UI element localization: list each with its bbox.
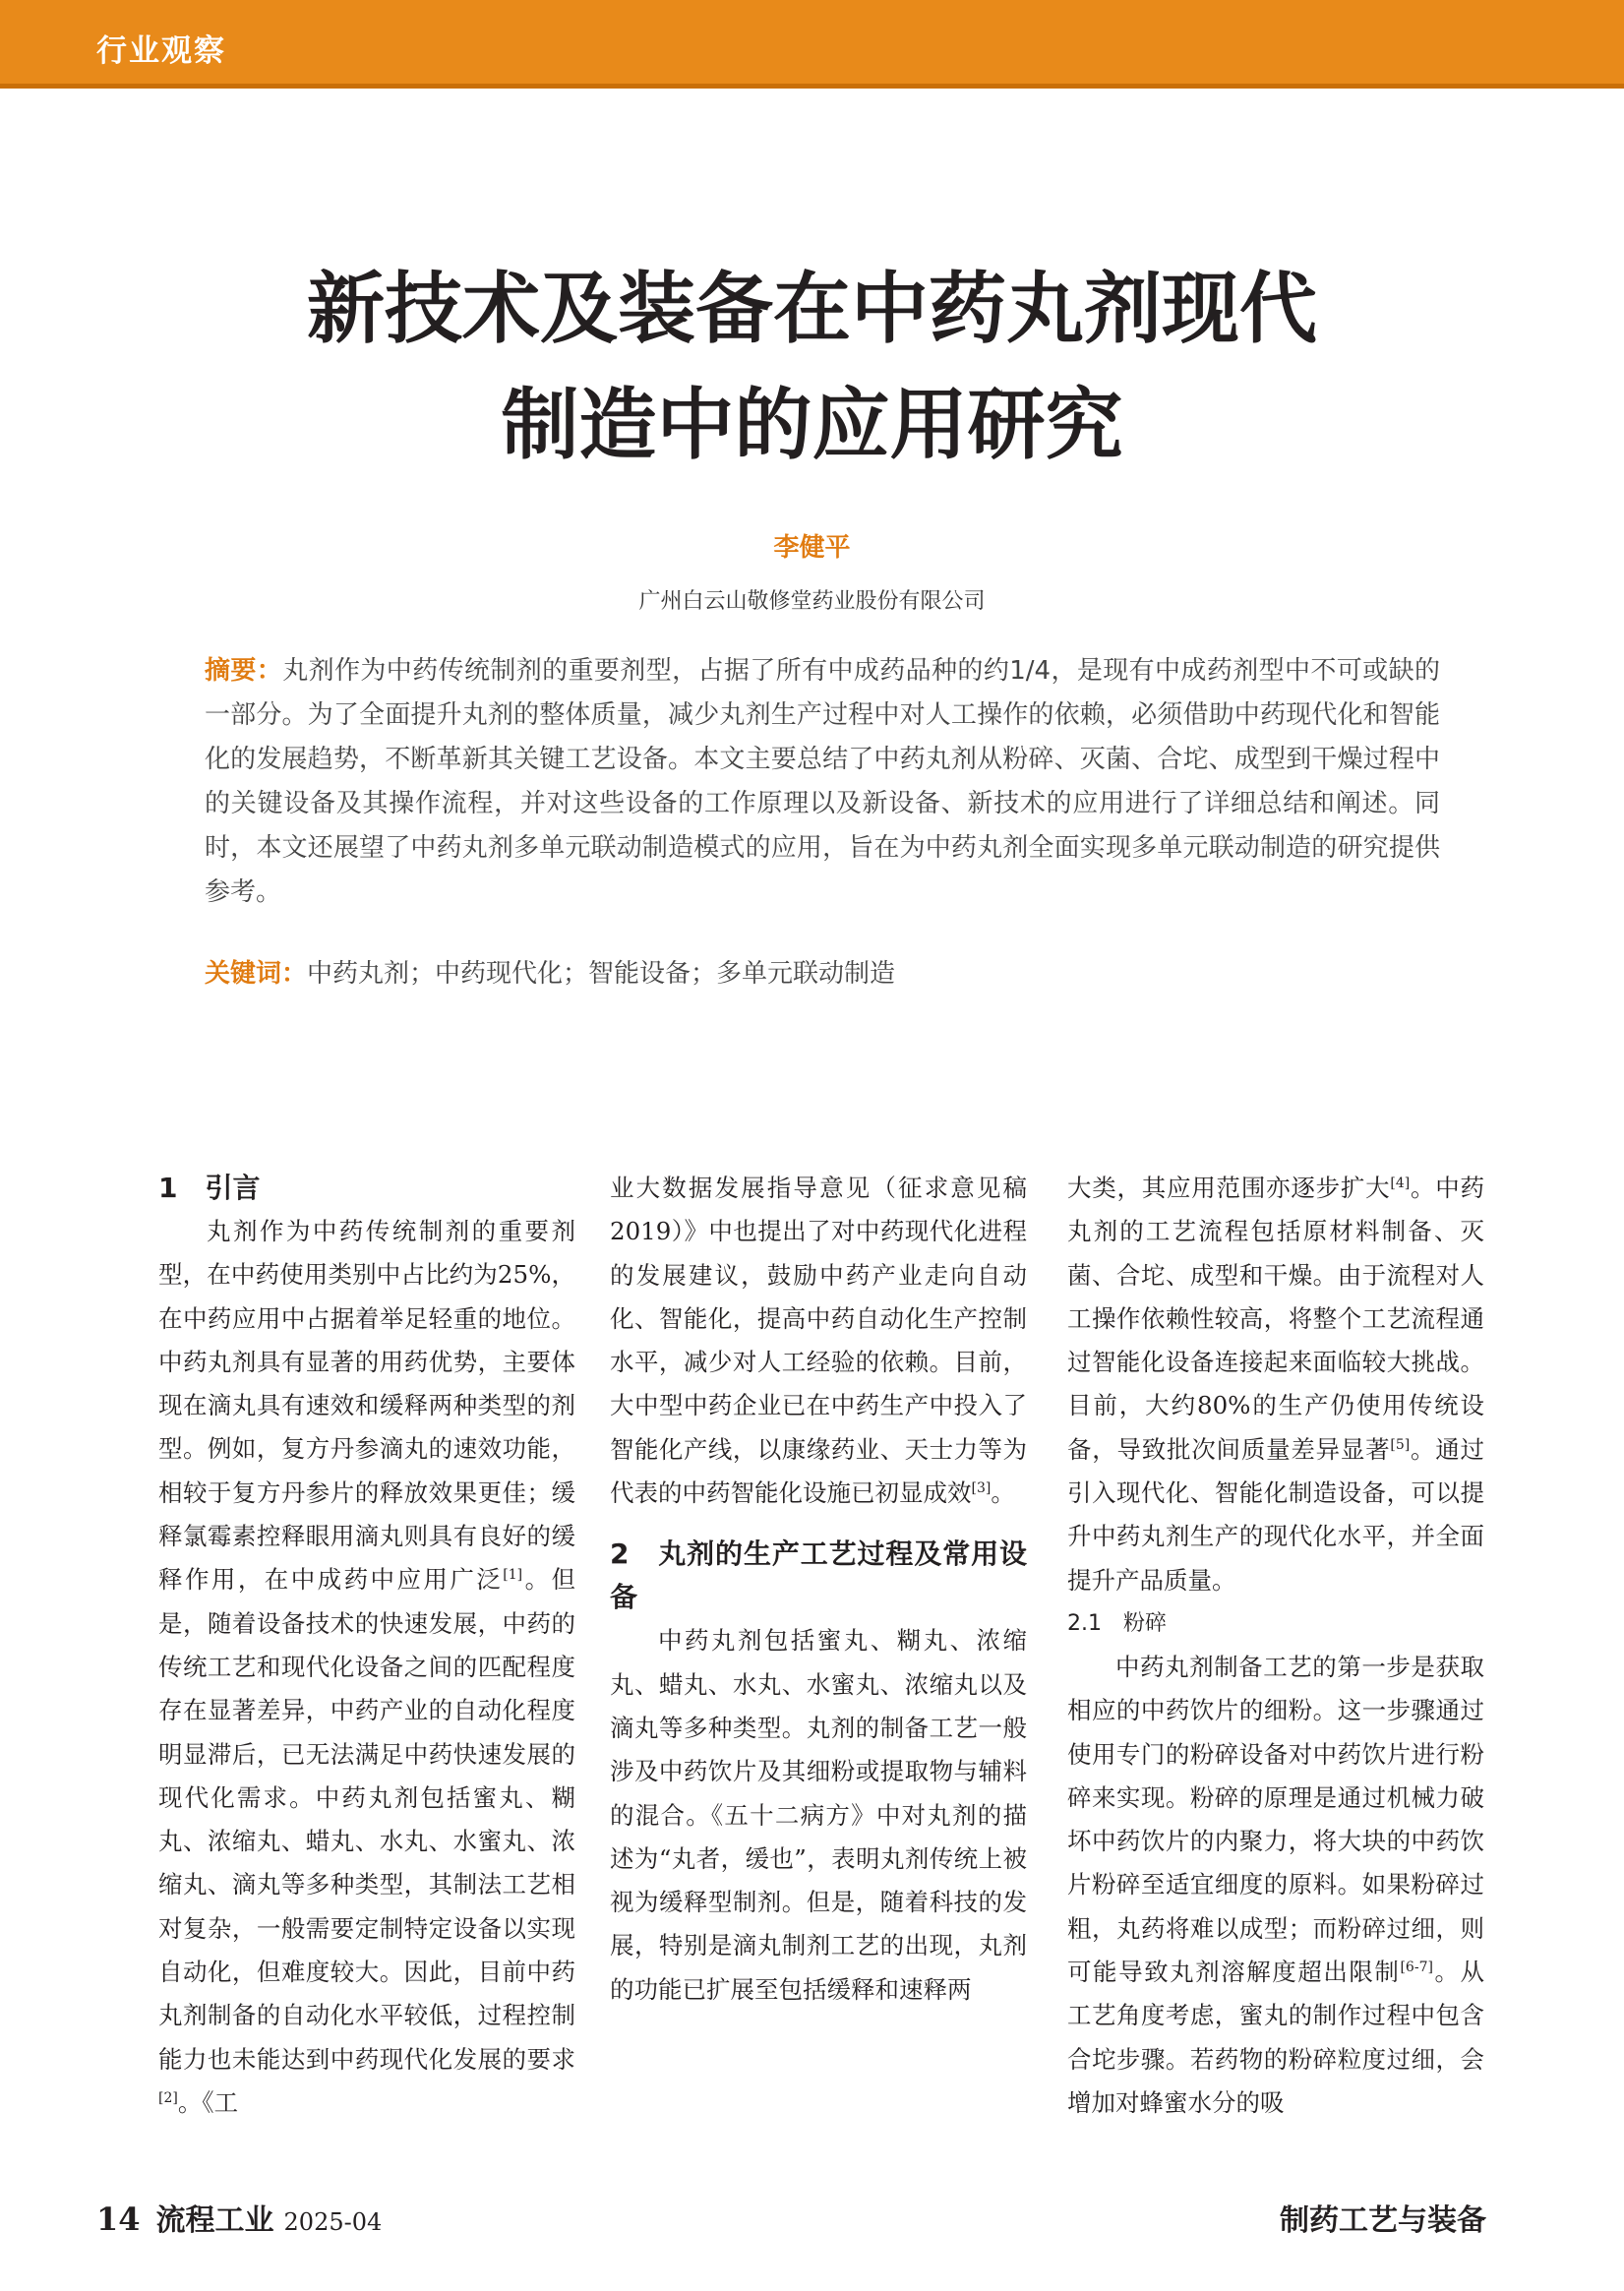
citation: [2] [158, 2089, 178, 2106]
journal-name: 流程工业 [155, 2203, 274, 2238]
issue-number: 2025-04 [283, 2208, 383, 2236]
body-column-3 [1067, 1167, 1484, 2125]
section-heading: 1 引言 [158, 1172, 261, 1204]
paragraph-text: 。但是，随着设备技术的快速发展，中药的传统工艺和现代化设备之间的匹配程度存在显著差异，中药产业的自动化程度明显滞后，已无法满足中药快速发展的现代化需求。中药丸剂包括蜜丸、糊丸、浓缩丸、蜡丸、水丸、水蜜丸、浓缩丸、滴丸等多种类型，其制法工艺相对复杂，一般需要定制特定设备以实现自动化，但难度较大。因此，目前中药丸剂制备的自动化水平较低，过程控制能力也未能达到中药现代化发展的要求 [158, 1565, 576, 2074]
keywords-text: 中药丸剂；中药现代化；智能设备；多单元联动制造 [307, 959, 896, 989]
section-label: 行业观察 [96, 33, 226, 69]
abstract-label: 摘要： [205, 656, 283, 686]
citation: [1] [503, 1567, 523, 1584]
section-heading: 2 丸剂的生产工艺过程及常用设备 [610, 1537, 1027, 1614]
paragraph [158, 1210, 575, 2125]
author-name: 李健平 [773, 533, 851, 563]
keywords [205, 954, 1440, 994]
paragraph [1067, 1167, 1484, 1602]
paragraph-text: 业大数据发展指导意见（征求意见稿2019）》中也提出了对中药现代化进程的发展建议，鼓励中药产业走向自动化、智能化，提高中药自动化生产控制水平，减少对人工经验的依赖。目前，大中型中药企业已在中药生产中投入了智能化产线，以康缘药业、天士力等为代表的中药智能化设施已初显成效 [610, 1174, 1027, 1508]
article-title [0, 251, 1624, 483]
title-line-2: 制造中的应用研究 [501, 380, 1123, 470]
paragraph [1067, 1646, 1484, 2125]
paragraph-text: 中药丸剂制备工艺的第一步是获取相应的中药饮片的细粉。这一步骤通过使用专门的粉碎设备对中药饮片进行粉碎来实现。粉碎的原理是通过机械力破坏中药饮片的内聚力，将大块的中药饮片粉碎至适宜细度的原料。如果粉碎过粗，丸药将难以成型；而粉碎过细，则可能导致丸剂溶解度超出限制 [1067, 1652, 1484, 1987]
author-affiliation: 广州白云山敬修堂药业股份有限公司 [638, 589, 986, 614]
subsection-heading: 2.1 粉碎 [1067, 1610, 1167, 1636]
paragraph-text: 。中药丸剂的工艺流程包括原材料制备、灭菌、合坨、成型和干燥。由于流程对人工操作依赖性较高，将整个工艺流程通过智能化设备连接起来面临较大挑战。目前，大约80%的生产仍使用传统设备，导致批次间质量差异显著 [1067, 1174, 1485, 1464]
citation: [3] [971, 1479, 992, 1496]
paragraph-text: 。从工艺角度考虑，蜜丸的制作过程中包含合坨步骤。若药物的粉碎粒度过细，会增加对蜂蜜水分的吸 [1067, 1958, 1485, 2117]
abstract [205, 649, 1440, 915]
title-line-1: 新技术及装备在中药丸剂现代 [307, 264, 1317, 354]
paragraph-text: 丸剂作为中药传统制剂的重要剂型，在中药使用类别中占比约为25%，在中药应用中占据着举足轻重的地位。中药丸剂具有显著的用药优势，主要体现在滴丸具有速效和缓释两种类型的剂型。例如，复方丹参滴丸的速效功能，相较于复方丹参片的释放效果更佳；缓释氯霉素控释眼用滴丸则具有良好的缓释作用，在中成药中应用广泛 [158, 1217, 575, 1595]
footer-column-name: 制药工艺与装备 [1280, 2203, 1486, 2238]
citation: [5] [1390, 1436, 1411, 1453]
paragraph-text: 大类，其应用范围亦逐步扩大 [1067, 1174, 1391, 1202]
citation: [6-7] [1400, 1959, 1433, 1975]
paragraph-text: 。通过引入现代化、智能化制造设备，可以提升中药丸剂生产的现代化水平，并全面提升产品质量。 [1067, 1434, 1485, 1595]
header-bar [0, 0, 1624, 89]
paragraph-text: 。《工 [177, 2087, 239, 2117]
paragraph [610, 1167, 1027, 1515]
body-column-2 [610, 1167, 1027, 2012]
page-number: 14 [96, 2201, 141, 2238]
keywords-label: 关键词： [205, 959, 308, 989]
body-column-1 [158, 1167, 575, 2125]
footer-left [96, 2196, 382, 2239]
abstract-text: 丸剂作为中药传统制剂的重要剂型，占据了所有中成药品种的约1/4，是现有中成药剂型中不可或缺的一部分。为了全面提升丸剂的整体质量，减少丸剂生产过程中对人工操作的依赖，必须借助中药现代化和智能化的发展趋势，不断革新其关键工艺设备。本文主要总结了中药丸剂从粉碎、灭菌、合坨、成型到干燥过程中的关键设备及其操作流程，并对这些设备的工作原理以及新设备、新技术的应用进行了详细总结和阐述。同时，本文还展望了中药丸剂多单元联动制造模式的应用，旨在为中药丸剂全面实现多单元联动制造的研究提供参考。 [205, 656, 1440, 907]
paragraph-text: 。 [991, 1478, 1015, 1508]
paragraph: 中药丸剂包括蜜丸、糊丸、浓缩丸、蜡丸、水丸、水蜜丸、浓缩丸以及滴丸等多种类型。丸剂的制备工艺一般涉及中药饮片及其细粉或提取物与辅料的混合。《五十二病方》中对丸剂的描述为“丸者，缓也”，表明丸剂传统上被视为缓释型制剂。但是，随着科技的发展，特别是滴丸制剂工艺的出现，丸剂的功能已扩展至包括缓释和速释两 [610, 1626, 1027, 2004]
citation: [4] [1390, 1175, 1411, 1191]
